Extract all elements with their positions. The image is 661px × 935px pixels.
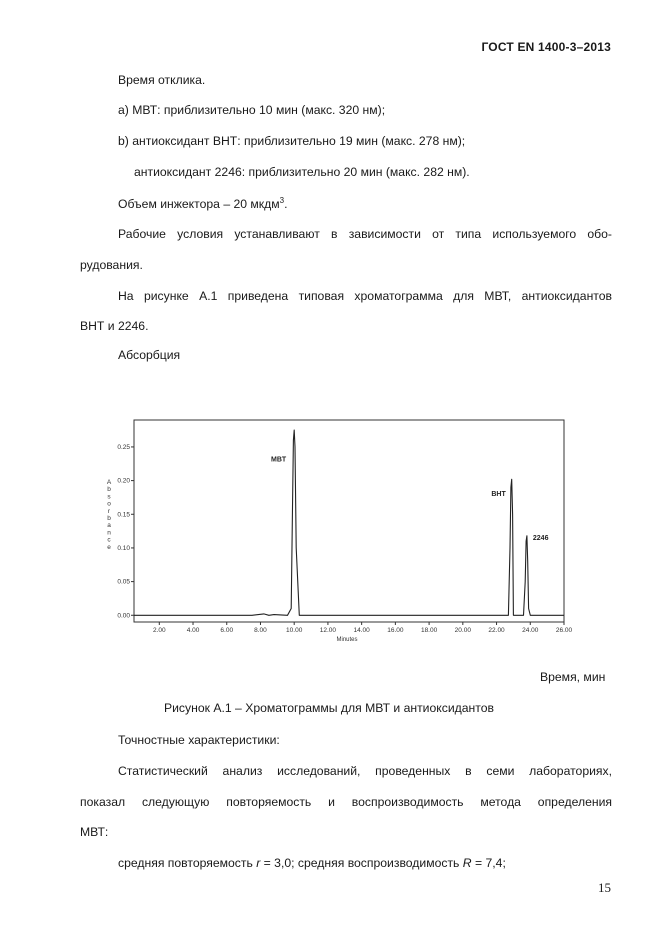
injector-volume: Объем инжектора – 20 мкдм$^3$. xyxy=(118,196,288,211)
statistics-line1: Статистический анализ исследований, проведенных в семи лабораториях, xyxy=(118,764,612,778)
x-tick-label-6: 14.00 xyxy=(353,627,370,634)
x-tick-label-11: 24.00 xyxy=(522,627,539,634)
y-tick-label-2: 0.10 xyxy=(117,544,130,552)
working-conditions-line2: рудования. xyxy=(80,258,143,272)
y-tick-label-3: 0.15 xyxy=(117,511,130,519)
x-tick-label-9: 20.00 xyxy=(454,627,471,634)
x-tick-label-0: 2.00 xyxy=(152,627,166,634)
y-axis-title: A b s o r b a n c e xyxy=(106,479,112,551)
time-axis-label: Время, мин xyxy=(540,670,606,684)
y-tick-label-4: 0.20 xyxy=(117,477,130,485)
x-tick-label-5: 12.00 xyxy=(319,627,337,634)
figure-caption: Рисунок А.1 – Хроматограммы для МВТ и антиоксидантов xyxy=(164,701,494,715)
figure-reference-line1: На рисунке А.1 приведена типовая хроматограмма для МВТ, антиоксидантов xyxy=(118,289,612,303)
response-time-mbt: а) МВТ: приблизительно 10 мин (макс. 320 нм); xyxy=(118,103,386,117)
absorbance-label: Абсорбция xyxy=(118,348,181,362)
chromatogram-chart xyxy=(100,410,580,650)
statistics-line3: МВТ: xyxy=(80,825,109,839)
response-time-bht: b) антиоксидант ВНТ: приблизительно 19 мин (макс. 278 нм); xyxy=(118,134,466,148)
response-time-2246: антиоксидант 2246: приблизительно 20 мин (макс. 282 нм). xyxy=(134,165,470,179)
precision-heading: Точностные характеристики: xyxy=(118,733,280,747)
y-tick-label-1: 0.05 xyxy=(117,578,130,586)
page-number: 15 xyxy=(598,880,611,895)
response-time-heading: Время отклика. xyxy=(118,73,206,87)
figure-reference-line2: ВНТ и 2246. xyxy=(80,319,149,333)
y-tick-label-0: 0.00 xyxy=(117,612,130,620)
peak-label-mbt: MBT xyxy=(271,456,287,464)
x-axis-title: Minutes xyxy=(336,637,358,643)
x-tick-label-1: 4.00 xyxy=(186,627,200,634)
x-tick-label-4: 10.00 xyxy=(286,627,303,634)
document-code: ГОСТ EN 1400-3–2013 xyxy=(481,40,611,54)
x-tick-label-10: 22.00 xyxy=(488,627,505,634)
working-conditions-line1: Рабочие условия устанавливают в зависимости от типа используемого обо- xyxy=(118,227,612,241)
x-tick-label-2: 6.00 xyxy=(220,627,234,634)
x-tick-label-8: 18.00 xyxy=(420,627,438,634)
x-tick-label-7: 16.00 xyxy=(387,627,404,634)
plot-frame xyxy=(134,420,564,622)
y-tick-label-5: 0.25 xyxy=(117,443,130,451)
x-tick-label-12: 26.00 xyxy=(555,627,573,634)
peak-label-bht: BHT xyxy=(491,491,506,499)
x-tick-label-3: 8.00 xyxy=(254,627,267,634)
repeatability-line: средняя повторяемость r = 3,0; средняя воспроизводимость R = 7,4; xyxy=(118,856,506,870)
statistics-line2: показал следующую повторяемость и воспроизводимость метода определения xyxy=(80,795,612,809)
peak-label-2246: 2246 xyxy=(532,534,549,542)
series-line-chromatogram xyxy=(134,430,564,615)
